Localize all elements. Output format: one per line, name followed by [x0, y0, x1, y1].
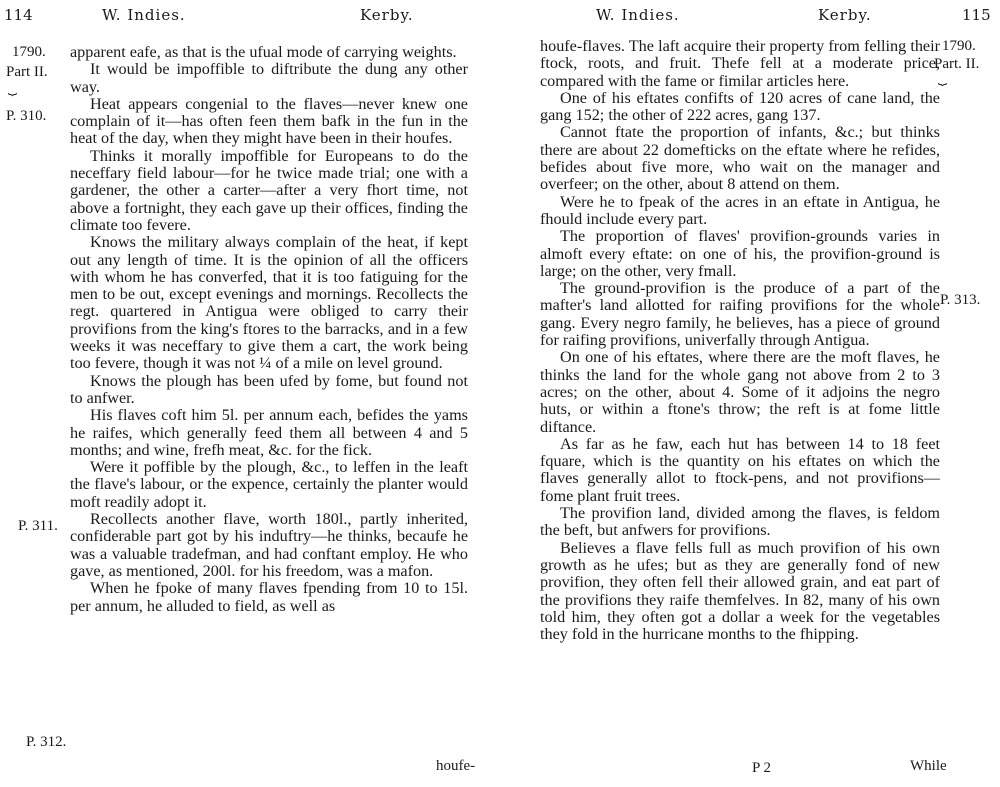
paragraph: The proportion of flaves' provifion-grounds varies in almoft every eftate: on one of his, the provifion-ground is large; on the other, very fmall. — [540, 227, 940, 280]
paragraph: houfe-flaves. The laft acquire their property from felling their ftock, roots, and fruit. Thefe fell at a moderate price, compared with the fame or fimilar articles here. — [540, 37, 940, 90]
left-margin-year: 1790. — [12, 44, 46, 60]
paragraph: Recollects another flave, worth 180l., partly inherited, confiderable part got by his induftry—he thinks, becaufe he was a valuable tradefman, and had conftant employ. He who gave, as mentioned, 200l. for his freedom, was a mafon. — [70, 510, 468, 580]
paragraph: His flaves coft him 5l. per annum each, befides the yams he raifes, which generally feed them all between 4 and 5 months; and wine, frefh meat, &c. for the fick. — [70, 406, 468, 459]
paragraph: On one of his eftates, where there are the moft flaves, he thinks the land for the whole gang not above from 2 to 3 acres; on the other, about 4. Some of it adjoins the negro huts, or within a ftone's throw; the reft is at fome little diftance. — [540, 348, 940, 436]
right-catchword: While — [910, 758, 947, 774]
paragraph: When he fpoke of many flaves fpending from 10 to 15l. per annum, he alluded to field, as well as — [70, 579, 468, 615]
paragraph: Were it poffible by the plough, &c., to leffen in the leaft the flave's labour, or the expence, certainly the planter would moft readily adopt it. — [70, 458, 468, 511]
left-margin-p311: P. 311. — [18, 518, 58, 534]
left-margin-p310: P. 310. — [6, 108, 47, 124]
left-body-text — [70, 44, 468, 615]
paragraph: Thinks it morally impoffible for Europeans to do the neceffary field labour—for he twice made trial; one with a gardener, the other a carter—after a very fhort time, not above a fortnight, they each gave up their offices, finding the climate too fevere. — [70, 146, 468, 234]
left-catchword: houfe- — [436, 758, 476, 774]
paragraph: Knows the plough has been ufed by fome, but found not to anfwer. — [70, 371, 468, 407]
right-page-number: 115 — [962, 6, 991, 24]
left-margin-p312: P. 312. — [26, 734, 67, 750]
right-margin-brace: ⏟ — [938, 68, 948, 86]
paragraph: Heat appears congenial to the flaves—never knew one complain of it—has often feen them bafk in the fun in the heat of the day, when they might have been in their houfes. — [70, 94, 468, 148]
left-margin-brace: ⏟ — [8, 78, 18, 96]
paragraph: The provifion land, divided among the flaves, is feldom the beft, but anfwers for provifions. — [540, 504, 940, 540]
signature-mark: P 2 — [752, 760, 772, 776]
paragraph: Cannot ftate the proportion of infants, &c.; but thinks there are about 22 domefticks on the eftate where he refides, befides about five more, who wait on the manager and overfeer; on the other, about 8 attend on them. — [540, 123, 940, 194]
left-running-head-title: W. Indies. — [102, 6, 186, 24]
paragraph: As far as he faw, each hut has between 14 to 18 feet fquare, which is the quantity on his eftates on which the flaves generally allot to ftock-pens, and not provifions—fome plant fruit trees. — [540, 434, 940, 505]
paragraph: The ground-provifion is the produce of a part of the mafter's land allotted for raifing provifions for the whole gang. Every negro family, he believes, has a piece of ground for raifing provifions, univerfally through Antigua. — [540, 279, 940, 350]
right-body-text — [540, 38, 940, 643]
right-margin-p313: P. 313. — [940, 292, 981, 308]
paragraph: It would be impoffible to diftribute the dung any other way. — [70, 60, 468, 96]
left-page-number: 114 — [4, 6, 33, 24]
right-running-head-name: Kerby. — [818, 6, 872, 24]
paragraph: One of his eftates confifts of 120 acres of cane land, the gang 152; the other of 222 acres, gang 137. — [540, 88, 940, 125]
paragraph: Were he to fpeak of the acres in an eftate in Antigua, he fhould include every part. — [540, 192, 940, 228]
left-running-head-name: Kerby. — [360, 6, 414, 24]
right-margin-part: Part. II. — [934, 56, 980, 72]
paragraph: Believes a flave fells full as much provifion of his own growth as he ufes; but as they are generally fond of new provifion, they often fell their allowed grain, and eat part of the provifions they raife themfelves. In 82, many of his own told him, they often got a dollar a week for the vegetables they fold in the hurricane months to the fhipping. — [540, 538, 940, 644]
paragraph: apparent eafe, as that is the ufual mode of carrying weights. — [70, 43, 457, 61]
right-running-head-title: W. Indies. — [596, 6, 680, 24]
right-page — [500, 0, 1000, 787]
left-margin-part: Part II. — [6, 64, 48, 80]
right-margin-year: 1790. — [942, 38, 976, 54]
paragraph: Knows the military always complain of the heat, if kept out any length of time. It is the opinion of all the officers with whom he has converfed, that it is too fatiguing for the men to be out, except evenings and mornings. Recollects the regt. quartered in Antigua were obliged to carry their provifions from the king's ftores to the barracks, and in a few weeks it was neceffary to give them a cart, the work being too fevere, though it was not ¼ of a mile on level ground. — [70, 233, 468, 373]
